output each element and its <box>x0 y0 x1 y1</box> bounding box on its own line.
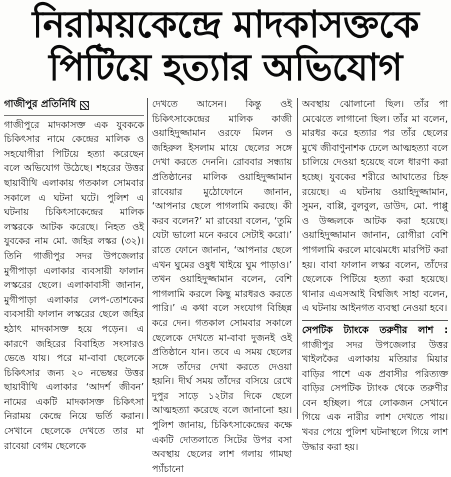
byline-text: গাজীপুর প্রতিনিধি <box>4 99 77 110</box>
section-rule <box>302 320 448 321</box>
column-3-second-text: গাজীপুর সদর উপজেলার উত্তর খাইলকৈর এলাকায় মতিয়ার মিয়ার বাড়ির পাশে এক প্রবাসীর পরিত্যক্ত বাড়ির সেপটিক ট্যাংক থেকে তরুণীর বেন হচ্ছিল। পরে লোকজন সেখানে গিয়ে এক নারীর লাশ দেখতে পায়। খবর পেয়ে পুলিশ ঘটনাস্থলে গিয়ে লাশ উদ্ধার করা হয়। <box>302 339 448 453</box>
column-3-second-story <box>302 324 448 455</box>
headline-line-2: পিটিয়ে হত্যার অভিযোগ <box>48 45 403 89</box>
headline <box>0 4 451 89</box>
column-3-text: অবস্থায় ঝোলানো ছিল। তাঁর পা মেঝেতে লাগানো ছিল। তাঁর মা বলেন, মারধর করে হত্যার পর তাঁর ছেলের মুখে জীবাণুনাশক ঢেলে আত্মহত্যা বলে চালিয়ে দেওয়া হয়েছে বলে ধারণা করা হচ্ছে। যুবকের শরীরে আঘাতের চিহ্ন রয়েছে। এ ঘটনায় ওয়াহিদুজ্জামান, সুমন, বাপ্পি, বুলবুল, ডাউদ, মো. পাপ্পু ও উজ্জলকে আটক করা হয়েছে। ওয়াহিদুজ্জামান জানান, রোগীরা বেশি পাগলামি করলে মাঝেমধ্যে মারপিট করা হয়। বাবা ফালান লস্কর বলেন, তাঁদের ছেলেকে পিটিয়ে হত্যা করা হয়েছে। থানার এএসআই বিশ্বজিৎ সাহা বলেন, এ ঘটনায় আইনগত ব্যবস্থা নেওয়া হবে। <box>302 99 448 315</box>
byline <box>4 98 144 113</box>
byline-rule <box>4 115 144 116</box>
article-column-3 <box>302 98 448 453</box>
byline-mark-icon <box>80 101 89 110</box>
column-divider-1 <box>147 98 148 419</box>
subhead-septic-tank: সেপটিক ট্যাংকে তরুণীর লাশ : <box>302 324 448 336</box>
article-column-2 <box>152 98 292 475</box>
column-divider-2 <box>297 98 298 419</box>
article-column-1 <box>4 98 144 452</box>
column-1-text: গাজীপুরে মাদকাসক্ত এক যুবককে চিকিৎসার নামে কেন্দ্রের মালিক ও সহযোগীরা পিটিয়ে হত্যা করেছেন বলে অভিযোগ উঠেছে। শহরের উত্তর ছায়াবীথি এলাকায় গতকাল সোমবার সকালে এ ঘটনা ঘটে। পুলিশ এ ঘটনায় চিকিৎসাকেন্দ্রের মালিক লস্করকে আটক করেছে। নিহত ওই যুবকের নাম মো. জহির লস্কর (৩২)। তিনি গাজীপুর সদর উপজেলার মুগীপাড়া এলাকার ব্যবসায়ী ফালান লস্করের ছেলে। এলাকাবাসী জানান, মুগীপাড়া এলাকার লেপ-তোশকের ব্যবসায়ী ফালান লস্করের ছেলে জহির হঠাৎ মাদকাসক্ত হয়ে পড়েন। এ কারণে জহিরের বিবাহিত সংসারও ভেঙে যায়। পরে মা-বাবা ছেলেকে চিকিৎসার জন্য ২০ নভেম্বর উত্তর ছায়াবীথি এলাকার ‘আদর্শ জীবন’ নামের একটি মাদকাসক্ত চিকিৎসা নিরাময় কেন্দ্রে নিয়ে ভর্তি করান। সেখানে ছেলেকে দেখতে তার মা রাবেয়া বেগম ছেলেকে <box>4 119 144 452</box>
column-2-text: দেখতে আসেন। কিন্তু ওই চিকিৎসাকেন্দ্রের মালিক কাজী ওয়াহিদুজ্জামান ওরফে মিলন ও জহিরুল ইসলাম মায়ে ছেলের সঙ্গে দেখা করতে দেননি। রোববার সন্ধ্যায় প্রতিষ্ঠানের মালিক ওয়াহিদুজ্জামান রাবেয়ার মুঠোফোনে জানান, ‘আপনার ছেলে পাগলামি করছে। কী করব বলেন?’ মা রাবেয়া বলেন, ‘তুমি যেটা ভালো মনে করবে সেটাই করো।’ রাতে ফোনে জানান, ‘আপনার ছেলে এখন ঘুমের ওষুধ খাইয়ে ঘুম পাড়াও।’ তখন ওয়াহিদুজ্জামান বলেন, বেশি পাগলামি করলে কিছু মারধরও করতে পারি।’ এ কথা বলে সংযোগ বিচ্ছিন্ন করে দেন। গতকাল সোমবার সকালে ছেলেকে দেখতে মা-বাবা দুজনই ওই প্রতিষ্ঠানে যান। তবে এ সময় ছেলের সঙ্গে তাঁদের দেখা করতে দেওয়া হয়নি। দীর্ঘ সময় তাঁদের বসিয়ে রেখে দুপুর সাড়ে ১২টার দিকে ছেলে আত্মহত্যা করেছে বলে জানানো হয়। পুলিশ জানায়, চিকিৎসাকেন্দ্রের কক্ষে একটি দোতলাতে সিটের উপর বসা অবস্থায় ছেলের লাশ গলায় গামছা প্যাঁচানো <box>152 99 292 475</box>
headline-line-1: নিরাময়কেন্দ্রে মাদকাসক্তকে <box>32 3 419 46</box>
